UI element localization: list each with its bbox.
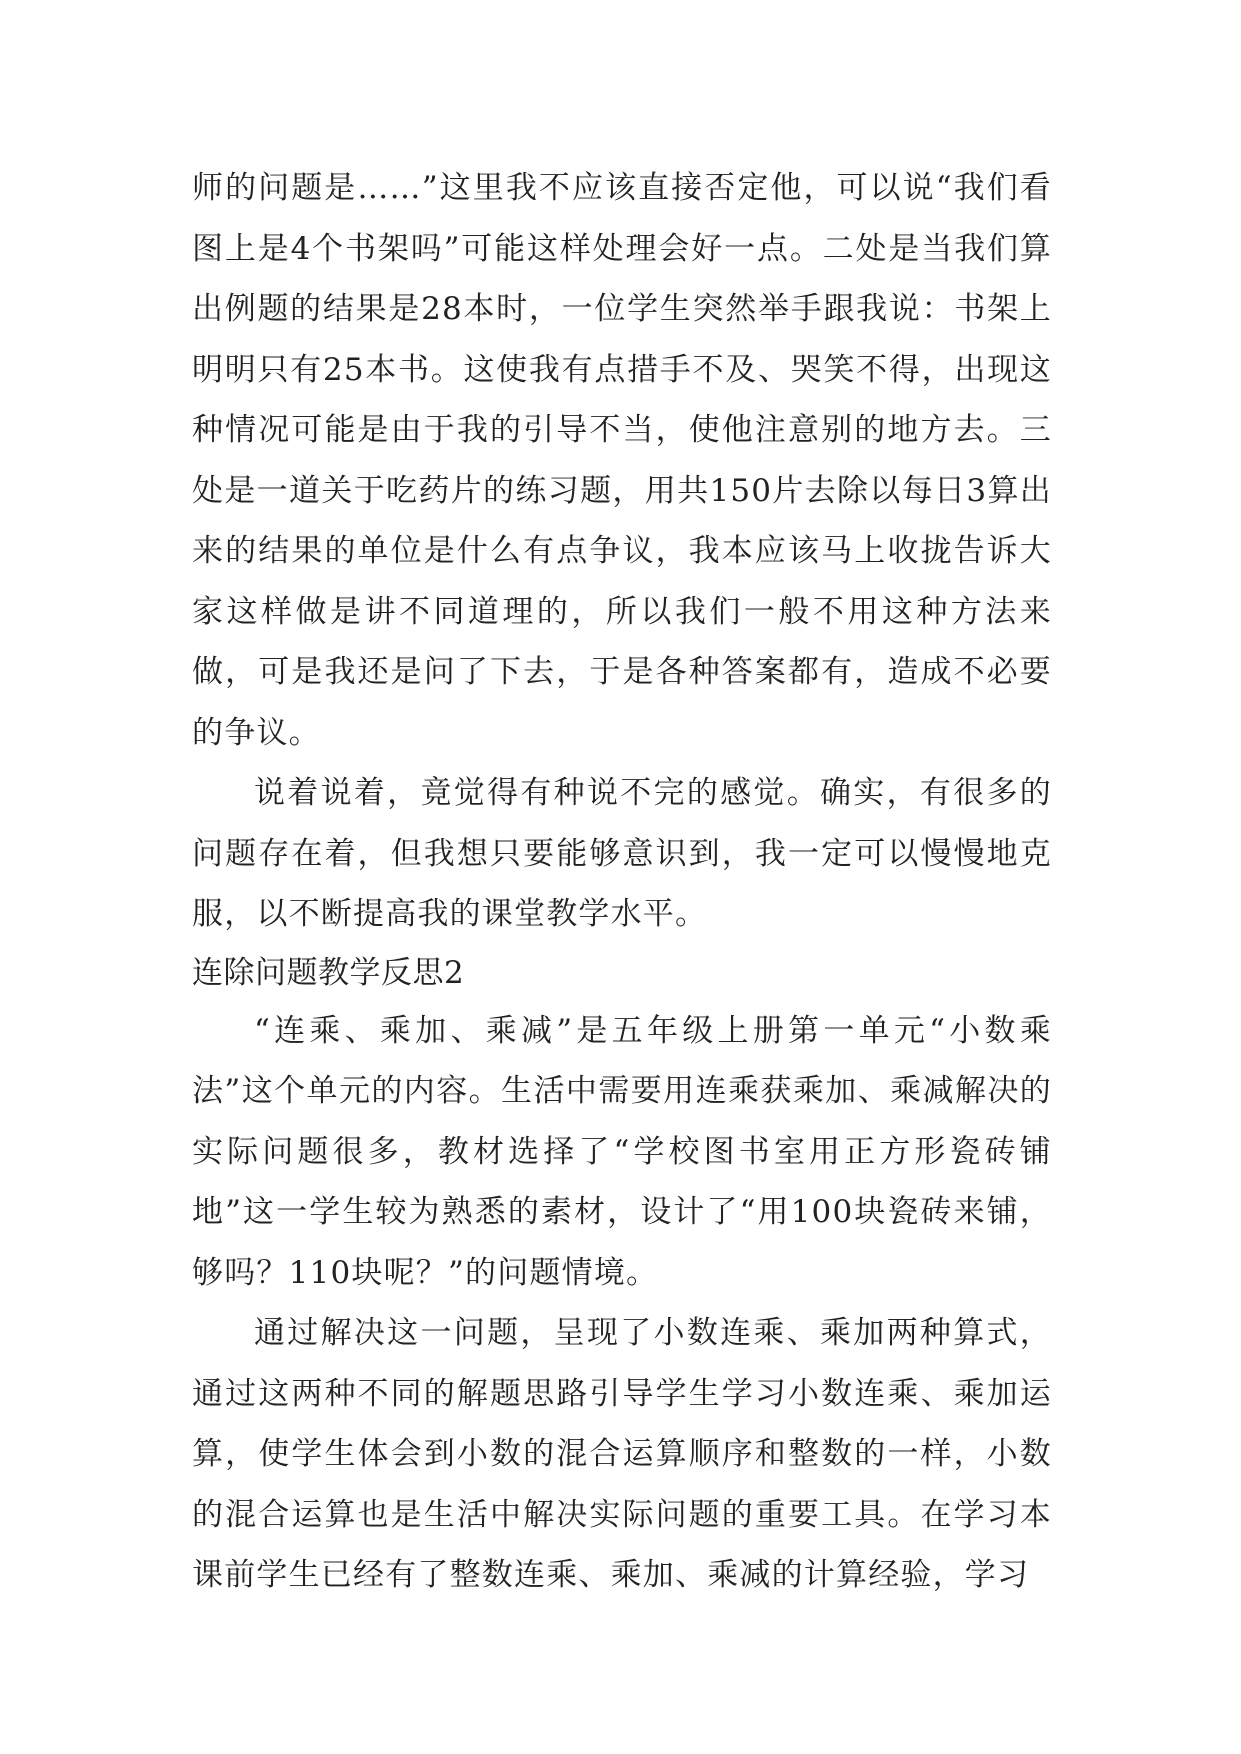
paragraph-continued: 师的问题是……”这里我不应该直接否定他，可以说“我们看图上是4个书架吗”可能这样处理会好一点。二处是当我们算出例题的结果是28本时，一位学生突然举手跟我说：书架上明明只有25本书。这使我有点措手不及、哭笑不得，出现这种情况可能是由于我的引导不当，使他注意别的地方去。三处是一道关于吃药片的练习题，用共150片去除以每日3算出来的结果的单位是什么有点争议，我本应该马上收拢告诉大家这样做是讲不同道理的，所以我们一般不用这种方法来做，可是我还是问了下去，于是各种答案都有，造成不必要的争议。 (192, 170, 1052, 751)
paragraph-problem-solving: 通过解决这一问题，呈现了小数连乘、乘加两种算式，通过这两种不同的解题思路引导学生学习小数连乘、乘加运算，使学生体会到小数的混合运算顺序和整数的一样，小数的混合运算也是生活中解决实际问题的重要工具。在学习本课前学生已经有了整数连乘、乘加、乘减的计算经验，学习 (192, 1315, 1052, 1593)
paragraph-unit-intro: “连乘、乘加、乘减”是五年级上册第一单元“小数乘法”这个单元的内容。生活中需要用连乘获乘加、乘减解决的实际问题很多，教材选择了“学校图书室用正方形瓷砖铺地”这一学生较为熟悉的素材，设计了“用100块瓷砖来铺，够吗？110块呢？”的问题情境。 (192, 1012, 1052, 1291)
section-heading: 连除问题教学反思2 (192, 954, 465, 991)
document-body (192, 158, 1052, 1606)
paragraph-reflection-summary: 说着说着，竟觉得有种说不完的感觉。确实，有很多的问题存在着，但我想只要能够意识到，我一定可以慢慢地克服，以不断提高我的课堂教学水平。 (192, 775, 1052, 932)
